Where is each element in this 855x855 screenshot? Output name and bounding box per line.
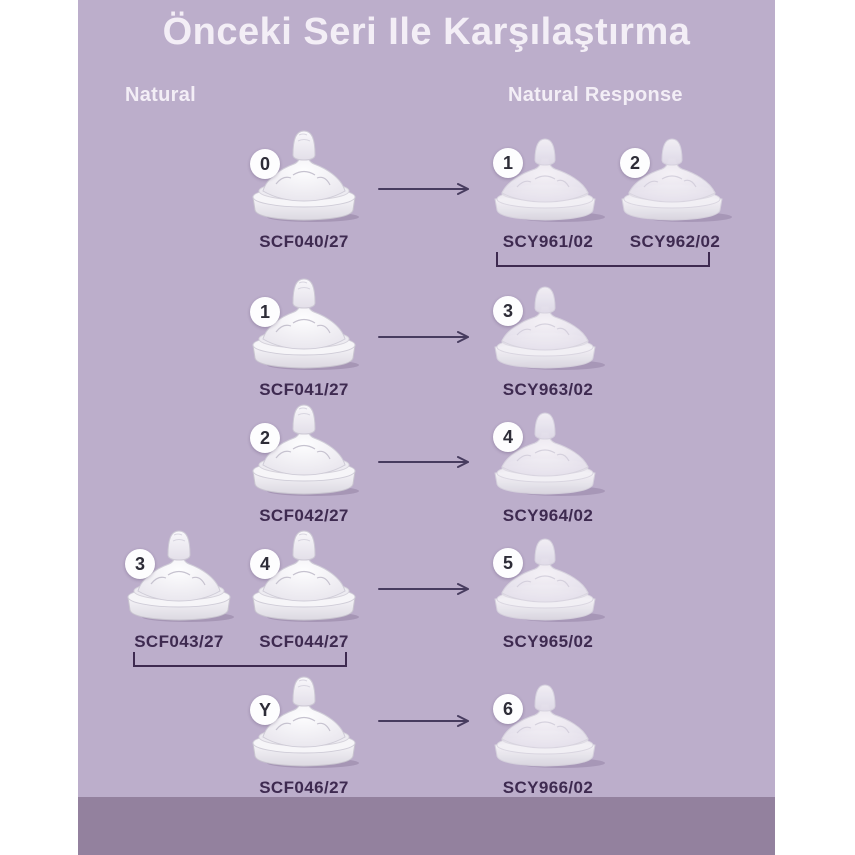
teat-image-wrap bbox=[243, 127, 365, 223]
natural-cell bbox=[78, 668, 373, 798]
product-item bbox=[243, 673, 365, 798]
teat-image-wrap bbox=[118, 527, 240, 623]
product-code: SCF043/27 bbox=[134, 632, 224, 651]
size-badge: 6 bbox=[493, 694, 523, 724]
size-badge: 3 bbox=[125, 549, 155, 579]
comparison-panel bbox=[78, 0, 775, 855]
size-badge: 0 bbox=[250, 149, 280, 179]
group-bracket bbox=[496, 252, 710, 267]
size-badge: 3 bbox=[493, 296, 523, 326]
column-headers bbox=[78, 84, 775, 110]
arrow-cell bbox=[373, 526, 478, 668]
size-badge: 1 bbox=[493, 148, 523, 178]
product-item bbox=[487, 283, 609, 400]
arrow-right-icon bbox=[378, 182, 474, 196]
footer-band bbox=[78, 797, 775, 855]
size-badge: 2 bbox=[620, 148, 650, 178]
teat-image-wrap bbox=[487, 535, 609, 623]
arrow-right-icon bbox=[378, 714, 474, 728]
product-item bbox=[487, 535, 609, 652]
size-badge: 5 bbox=[493, 548, 523, 578]
column-header-natural-response: Natural Response bbox=[508, 84, 683, 106]
natural-cell bbox=[78, 118, 373, 268]
product-code: SCF042/27 bbox=[259, 506, 349, 525]
column-header-natural: Natural bbox=[125, 84, 197, 106]
size-badge: Y bbox=[250, 695, 280, 725]
size-badge: 1 bbox=[250, 297, 280, 327]
arrow-cell bbox=[373, 400, 478, 526]
natural-cell bbox=[78, 268, 373, 400]
teat-image-wrap bbox=[243, 401, 365, 497]
arrow-cell bbox=[373, 268, 478, 400]
teat-image-wrap bbox=[614, 135, 736, 223]
natural-cell bbox=[78, 400, 373, 526]
comparison-row bbox=[78, 268, 775, 400]
product-item bbox=[487, 409, 609, 526]
product-item bbox=[487, 135, 609, 252]
product-code: SCF046/27 bbox=[259, 778, 349, 797]
natural-response-cell bbox=[478, 668, 775, 798]
comparison-rows bbox=[78, 118, 775, 798]
teat-image-wrap bbox=[243, 673, 365, 769]
size-badge: 2 bbox=[250, 423, 280, 453]
natural-response-cell bbox=[478, 268, 775, 400]
teat-image-wrap bbox=[487, 283, 609, 371]
product-code: SCY964/02 bbox=[502, 506, 594, 525]
size-badge: 4 bbox=[250, 549, 280, 579]
arrow-right-icon bbox=[378, 330, 474, 344]
teat-image-wrap bbox=[243, 275, 365, 371]
product-item bbox=[243, 275, 365, 400]
product-code: SCY966/02 bbox=[502, 778, 594, 797]
product-item bbox=[243, 527, 365, 652]
product-item bbox=[243, 127, 365, 252]
comparison-row bbox=[78, 400, 775, 526]
natural-response-cell bbox=[478, 400, 775, 526]
product-code: SCY965/02 bbox=[502, 632, 594, 651]
product-code: SCF044/27 bbox=[259, 632, 349, 651]
comparison-row bbox=[78, 668, 775, 798]
page-title: Önceki Seri Ile Karşılaştırma bbox=[162, 11, 691, 53]
natural-cell bbox=[78, 526, 373, 668]
product-code: SCY963/02 bbox=[502, 380, 594, 399]
arrow-right-icon bbox=[378, 582, 474, 596]
group-bracket bbox=[133, 652, 347, 667]
teat-image-wrap bbox=[487, 135, 609, 223]
product-code: SCY961/02 bbox=[502, 232, 594, 251]
teat-image-wrap bbox=[487, 681, 609, 769]
product-item bbox=[118, 527, 240, 652]
size-badge: 4 bbox=[493, 422, 523, 452]
product-item bbox=[243, 401, 365, 526]
natural-response-cell bbox=[478, 118, 775, 268]
natural-response-cell bbox=[478, 526, 775, 668]
product-item bbox=[614, 135, 736, 252]
arrow-cell bbox=[373, 118, 478, 268]
product-code: SCF040/27 bbox=[259, 232, 349, 251]
teat-image-wrap bbox=[487, 409, 609, 497]
product-item bbox=[487, 681, 609, 798]
teat-image-wrap bbox=[243, 527, 365, 623]
arrow-right-icon bbox=[378, 455, 474, 469]
comparison-row bbox=[78, 118, 775, 268]
arrow-cell bbox=[373, 668, 478, 798]
comparison-row bbox=[78, 526, 775, 668]
product-code: SCF041/27 bbox=[259, 380, 349, 399]
product-code: SCY962/02 bbox=[629, 232, 721, 251]
